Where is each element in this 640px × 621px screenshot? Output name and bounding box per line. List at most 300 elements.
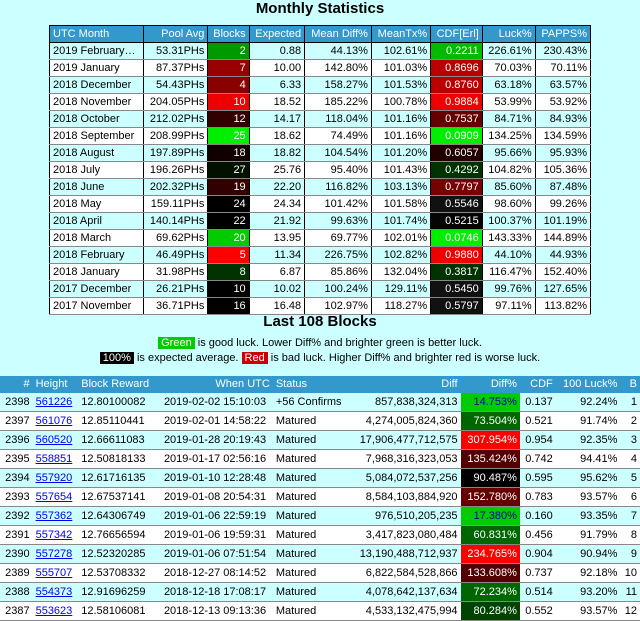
luck-cell: 53.99% [482, 94, 535, 111]
blocks-cell: 4 [208, 77, 249, 94]
block-height-link[interactable]: 561076 [35, 415, 73, 427]
luck-cell: 44.10% [482, 247, 535, 264]
monthly-col-header: Pool Avg [143, 26, 207, 43]
diff-cell: 5,084,072,537,256 [350, 469, 461, 488]
month-cell: 2018 February [50, 247, 144, 264]
block-height-link[interactable]: 557362 [35, 510, 73, 522]
height-cell [33, 469, 79, 488]
blocks-cell: 16 [208, 298, 249, 315]
diff-pct-cell: 60.831% [461, 526, 520, 545]
mean-tx-cell: 101.74% [371, 213, 430, 230]
block-number-cell: 2391 [0, 526, 33, 545]
luck-100-cell: 90.94% [556, 545, 621, 564]
block-height-link[interactable]: 557342 [35, 529, 73, 541]
cdf-cell: 0.160 [520, 507, 556, 526]
b-cell: 3 [620, 431, 640, 450]
monthly-row [50, 196, 591, 213]
month-cell: 2018 December [50, 77, 144, 94]
blocks-cell: 22 [208, 213, 249, 230]
cdf-cell: 0.514 [520, 583, 556, 602]
diff-pct-cell: 90.487% [461, 469, 520, 488]
cdf-cell: 0.456 [520, 526, 556, 545]
mean-tx-cell: 118.27% [371, 298, 430, 315]
block-row [0, 431, 640, 450]
pool-avg-cell: 31.98PHs [143, 264, 207, 281]
mean-tx-cell: 102.61% [371, 43, 430, 60]
block-reward-cell: 12.58106081 [78, 602, 157, 621]
when-utc-cell: 2019-02-02 15:10:03 [157, 393, 273, 412]
status-cell: Matured [273, 412, 350, 431]
monthly-stats-table [49, 25, 591, 315]
pool-avg-cell: 196.26PHs [143, 162, 207, 179]
monthly-row [50, 179, 591, 196]
luck-cell: 100.37% [482, 213, 535, 230]
block-number-cell: 2389 [0, 564, 33, 583]
pool-avg-cell: 69.62PHs [143, 230, 207, 247]
expected-cell: 18.52 [249, 94, 304, 111]
height-cell [33, 507, 79, 526]
papps-cell: 99.26% [535, 196, 590, 213]
height-cell [33, 564, 79, 583]
cdf-cell: 0.3817 [431, 264, 483, 281]
blocks-cell: 8 [208, 264, 249, 281]
legend-text-3: is bad luck. Higher Diff% and brighter red is worse luck. [267, 352, 541, 364]
block-number-cell: 2397 [0, 412, 33, 431]
b-cell: 9 [620, 545, 640, 564]
block-row [0, 507, 640, 526]
monthly-row [50, 77, 591, 94]
last-blocks-title: Last 108 Blocks [263, 313, 377, 330]
papps-cell: 152.40% [535, 264, 590, 281]
cdf-cell: 0.8760 [431, 77, 483, 94]
month-cell: 2018 September [50, 128, 144, 145]
monthly-col-header: CDF[Erl] [431, 26, 483, 43]
expected-cell: 16.48 [249, 298, 304, 315]
cdf-cell: 0.2211 [431, 43, 483, 60]
pool-avg-cell: 202.32PHs [143, 179, 207, 196]
cdf-cell: 0.5215 [431, 213, 483, 230]
month-cell: 2018 November [50, 94, 144, 111]
monthly-row [50, 111, 591, 128]
diff-cell: 4,078,642,137,634 [350, 583, 461, 602]
diff-pct-cell: 135.424% [461, 450, 520, 469]
monthly-row [50, 213, 591, 230]
papps-cell: 63.57% [535, 77, 590, 94]
cdf-cell: 0.742 [520, 450, 556, 469]
luck-100-cell: 93.57% [556, 488, 621, 507]
diff-pct-cell: 80.284% [461, 602, 520, 621]
height-cell [33, 412, 79, 431]
mean-diff-cell: 185.22% [305, 94, 372, 111]
block-number-cell: 2395 [0, 450, 33, 469]
diff-cell: 13,190,488,712,937 [350, 545, 461, 564]
papps-cell: 84.93% [535, 111, 590, 128]
block-reward-cell: 12.64306749 [78, 507, 157, 526]
papps-cell: 113.82% [535, 298, 590, 315]
mean-diff-cell: 44.13% [305, 43, 372, 60]
status-cell: Matured [273, 450, 350, 469]
height-cell [33, 393, 79, 412]
luck-100-cell: 93.35% [556, 507, 621, 526]
blocks-col-header: # [0, 376, 33, 393]
luck-cell: 116.47% [482, 264, 535, 281]
block-reward-cell: 12.91696259 [78, 583, 157, 602]
diff-cell: 976,510,205,235 [350, 507, 461, 526]
when-utc-cell: 2018-12-13 09:13:36 [157, 602, 273, 621]
mean-diff-cell: 74.49% [305, 128, 372, 145]
block-height-link[interactable]: 557278 [35, 548, 73, 560]
blocks-cell: 25 [208, 128, 249, 145]
b-cell: 10 [620, 564, 640, 583]
cdf-cell: 0.783 [520, 488, 556, 507]
mean-tx-cell: 100.78% [371, 94, 430, 111]
pool-avg-cell: 53.31PHs [143, 43, 207, 60]
block-reward-cell: 12.67537141 [78, 488, 157, 507]
month-cell: 2017 December [50, 281, 144, 298]
when-utc-cell: 2018-12-27 08:14:52 [157, 564, 273, 583]
month-cell: 2018 March [50, 230, 144, 247]
legend-text-2: is expected average. [133, 352, 242, 364]
mean-diff-cell: 101.42% [305, 196, 372, 213]
block-row [0, 412, 640, 431]
monthly-row [50, 281, 591, 298]
diff-pct-cell: 234.765% [461, 545, 520, 564]
diff-cell: 4,274,005,824,360 [350, 412, 461, 431]
mean-diff-cell: 100.24% [305, 281, 372, 298]
pool-avg-cell: 204.05PHs [143, 94, 207, 111]
luck-100-cell: 92.18% [556, 564, 621, 583]
mean-diff-cell: 118.04% [305, 111, 372, 128]
blocks-cell: 27 [208, 162, 249, 179]
cdf-cell: 0.9880 [431, 247, 483, 264]
blocks-cell: 7 [208, 60, 249, 77]
blocks-col-header: Diff [350, 376, 461, 393]
block-height-link[interactable]: 555707 [35, 567, 73, 579]
pool-avg-cell: 87.37PHs [143, 60, 207, 77]
papps-cell: 105.36% [535, 162, 590, 179]
expected-cell: 18.82 [249, 145, 304, 162]
cdf-cell: 0.552 [520, 602, 556, 621]
monthly-stats-title: Monthly Statistics [255, 0, 385, 17]
block-reward-cell: 12.61716135 [78, 469, 157, 488]
month-cell: 2018 July [50, 162, 144, 179]
mean-tx-cell: 102.01% [371, 230, 430, 247]
status-cell: Matured [273, 602, 350, 621]
luck-cell: 104.82% [482, 162, 535, 179]
mean-diff-cell: 104.54% [305, 145, 372, 162]
cdf-cell: 0.4292 [431, 162, 483, 179]
diff-pct-cell: 14.753% [461, 393, 520, 412]
cdf-cell: 0.7537 [431, 111, 483, 128]
diff-cell: 3,417,823,080,484 [350, 526, 461, 545]
legend-black-tag: 100% [100, 352, 134, 364]
block-row [0, 393, 640, 412]
expected-cell: 6.87 [249, 264, 304, 281]
block-number-cell: 2396 [0, 431, 33, 450]
month-cell: 2018 January [50, 264, 144, 281]
height-cell [33, 488, 79, 507]
blocks-col-header: When UTC [157, 376, 273, 393]
blocks-cell: 20 [208, 230, 249, 247]
b-cell: 6 [620, 488, 640, 507]
block-height-link[interactable]: 560520 [35, 434, 73, 446]
mean-diff-cell: 85.86% [305, 264, 372, 281]
luck-100-cell: 94.41% [556, 450, 621, 469]
mean-diff-cell: 142.80% [305, 60, 372, 77]
block-reward-cell: 12.52320285 [78, 545, 157, 564]
expected-cell: 10.00 [249, 60, 304, 77]
when-utc-cell: 2019-01-28 20:19:43 [157, 431, 273, 450]
luck-cell: 95.66% [482, 145, 535, 162]
month-cell: 2017 November [50, 298, 144, 315]
expected-cell: 10.02 [249, 281, 304, 298]
diff-cell: 17,906,477,712,575 [350, 431, 461, 450]
pool-avg-cell: 26.21PHs [143, 281, 207, 298]
mean-diff-cell: 95.40% [305, 162, 372, 179]
cdf-cell: 0.0746 [431, 230, 483, 247]
luck-cell: 134.25% [482, 128, 535, 145]
status-cell: Matured [273, 545, 350, 564]
expected-cell: 21.92 [249, 213, 304, 230]
block-row [0, 526, 640, 545]
status-cell: Matured [273, 507, 350, 526]
monthly-row [50, 230, 591, 247]
mean-diff-cell: 158.27% [305, 77, 372, 94]
b-cell: 1 [620, 393, 640, 412]
status-cell: Matured [273, 431, 350, 450]
month-cell: 2019 February… [50, 43, 144, 60]
luck-cell: 99.76% [482, 281, 535, 298]
monthly-row [50, 145, 591, 162]
luck-100-cell: 93.20% [556, 583, 621, 602]
expected-cell: 11.34 [249, 247, 304, 264]
expected-cell: 22.20 [249, 179, 304, 196]
mean-diff-cell: 116.82% [305, 179, 372, 196]
block-number-cell: 2390 [0, 545, 33, 564]
luck-100-cell: 93.57% [556, 602, 621, 621]
blocks-cell: 12 [208, 111, 249, 128]
block-reward-cell: 12.76656594 [78, 526, 157, 545]
cdf-cell: 0.137 [520, 393, 556, 412]
luck-100-cell: 91.74% [556, 412, 621, 431]
monthly-col-header: Blocks [208, 26, 249, 43]
block-height-link[interactable]: 558851 [35, 453, 73, 465]
legend-line-2 [0, 351, 640, 366]
mean-tx-cell: 101.43% [371, 162, 430, 179]
pool-avg-cell: 54.43PHs [143, 77, 207, 94]
pool-avg-cell: 159.11PHs [143, 196, 207, 213]
mean-tx-cell: 101.20% [371, 145, 430, 162]
monthly-row [50, 247, 591, 264]
block-number-cell: 2394 [0, 469, 33, 488]
luck-cell: 143.33% [482, 230, 535, 247]
blocks-header-row [0, 376, 640, 393]
pool-avg-cell: 36.71PHs [143, 298, 207, 315]
papps-cell: 134.59% [535, 128, 590, 145]
block-reward-cell: 12.66611083 [78, 431, 157, 450]
b-cell: 5 [620, 469, 640, 488]
when-utc-cell: 2019-01-17 02:56:16 [157, 450, 273, 469]
legend-red-tag: Red [242, 352, 268, 364]
month-cell: 2019 January [50, 60, 144, 77]
b-cell: 7 [620, 507, 640, 526]
block-number-cell: 2393 [0, 488, 33, 507]
block-row [0, 545, 640, 564]
diff-pct-cell: 152.780% [461, 488, 520, 507]
block-reward-cell: 12.85110441 [78, 412, 157, 431]
status-cell: Matured [273, 583, 350, 602]
last-blocks-table [0, 376, 640, 621]
cdf-cell: 0.521 [520, 412, 556, 431]
legend-text-1: is good luck. Lower Diff% and brighter green is better luck. [194, 337, 482, 349]
luck-100-cell: 92.24% [556, 393, 621, 412]
diff-pct-cell: 17.380% [461, 507, 520, 526]
block-reward-cell: 12.50818133 [78, 450, 157, 469]
luck-cell: 98.60% [482, 196, 535, 213]
block-row [0, 469, 640, 488]
cdf-cell: 0.0909 [431, 128, 483, 145]
luck-cell: 63.18% [482, 77, 535, 94]
luck-cell: 85.60% [482, 179, 535, 196]
cdf-cell: 0.5797 [431, 298, 483, 315]
cdf-cell: 0.7797 [431, 179, 483, 196]
height-cell [33, 583, 79, 602]
papps-cell: 53.92% [535, 94, 590, 111]
b-cell: 11 [620, 583, 640, 602]
mean-tx-cell: 129.11% [371, 281, 430, 298]
status-cell: Matured [273, 564, 350, 583]
month-cell: 2018 May [50, 196, 144, 213]
block-row [0, 564, 640, 583]
pool-avg-cell: 140.14PHs [143, 213, 207, 230]
blocks-col-header: CDF [520, 376, 556, 393]
block-row [0, 602, 640, 621]
papps-cell: 70.11% [535, 60, 590, 77]
expected-cell: 24.34 [249, 196, 304, 213]
monthly-col-header: Luck% [482, 26, 535, 43]
papps-cell: 87.48% [535, 179, 590, 196]
block-number-cell: 2387 [0, 602, 33, 621]
height-cell [33, 450, 79, 469]
mean-diff-cell: 69.77% [305, 230, 372, 247]
blocks-col-header: 100 Luck% [556, 376, 621, 393]
block-reward-cell: 12.80100082 [78, 393, 157, 412]
monthly-row [50, 298, 591, 315]
height-cell [33, 602, 79, 621]
block-row [0, 450, 640, 469]
block-height-link[interactable]: 561226 [35, 396, 73, 408]
monthly-row [50, 264, 591, 281]
luck-legend [0, 336, 640, 366]
expected-cell: 0.88 [249, 43, 304, 60]
blocks-cell: 2 [208, 43, 249, 60]
block-height-link[interactable]: 557654 [35, 491, 73, 503]
cdf-cell: 0.904 [520, 545, 556, 564]
blocks-cell: 5 [208, 247, 249, 264]
diff-pct-cell: 133.608% [461, 564, 520, 583]
height-cell [33, 545, 79, 564]
when-utc-cell: 2019-01-10 12:28:48 [157, 469, 273, 488]
blocks-col-header: Block Reward [78, 376, 157, 393]
when-utc-cell: 2019-02-01 14:58:22 [157, 412, 273, 431]
monthly-col-header: Mean Diff% [305, 26, 372, 43]
cdf-cell: 0.9884 [431, 94, 483, 111]
height-cell [33, 526, 79, 545]
monthly-col-header: MeanTx% [371, 26, 430, 43]
expected-cell: 25.76 [249, 162, 304, 179]
luck-cell: 84.71% [482, 111, 535, 128]
luck-100-cell: 92.35% [556, 431, 621, 450]
when-utc-cell: 2019-01-06 22:59:19 [157, 507, 273, 526]
block-number-cell: 2392 [0, 507, 33, 526]
papps-cell: 127.65% [535, 281, 590, 298]
blocks-col-header: B [620, 376, 640, 393]
blocks-cell: 10 [208, 281, 249, 298]
block-height-link[interactable]: 557920 [35, 472, 73, 484]
height-cell [33, 431, 79, 450]
blocks-cell: 24 [208, 196, 249, 213]
mean-diff-cell: 102.97% [305, 298, 372, 315]
block-number-cell: 2388 [0, 583, 33, 602]
mean-tx-cell: 101.16% [371, 111, 430, 128]
cdf-cell: 0.954 [520, 431, 556, 450]
monthly-row [50, 128, 591, 145]
expected-cell: 18.62 [249, 128, 304, 145]
mean-tx-cell: 103.13% [371, 179, 430, 196]
papps-cell: 44.93% [535, 247, 590, 264]
blocks-col-header: Height [33, 376, 79, 393]
mean-tx-cell: 101.53% [371, 77, 430, 94]
monthly-row [50, 94, 591, 111]
legend-line-1 [0, 336, 640, 351]
b-cell: 12 [620, 602, 640, 621]
expected-cell: 6.33 [249, 77, 304, 94]
diff-pct-cell: 72.234% [461, 583, 520, 602]
block-height-link[interactable]: 554373 [35, 586, 73, 598]
cdf-cell: 0.595 [520, 469, 556, 488]
cdf-cell: 0.8696 [431, 60, 483, 77]
mean-tx-cell: 132.04% [371, 264, 430, 281]
diff-cell: 4,533,132,475,994 [350, 602, 461, 621]
blocks-cell: 18 [208, 145, 249, 162]
block-reward-cell: 12.53708332 [78, 564, 157, 583]
b-cell: 4 [620, 450, 640, 469]
diff-cell: 857,838,324,313 [350, 393, 461, 412]
cdf-cell: 0.5546 [431, 196, 483, 213]
monthly-row [50, 60, 591, 77]
monthly-col-header: Expected [249, 26, 304, 43]
when-utc-cell: 2019-01-06 07:51:54 [157, 545, 273, 564]
monthly-col-header: PAPPS% [535, 26, 590, 43]
cdf-cell: 0.5450 [431, 281, 483, 298]
block-number-cell: 2398 [0, 393, 33, 412]
mean-diff-cell: 226.75% [305, 247, 372, 264]
legend-green-tag: Green [158, 337, 195, 349]
pool-avg-cell: 46.49PHs [143, 247, 207, 264]
mean-tx-cell: 101.03% [371, 60, 430, 77]
papps-cell: 101.19% [535, 213, 590, 230]
expected-cell: 14.17 [249, 111, 304, 128]
monthly-row [50, 162, 591, 179]
monthly-col-header: UTC Month [50, 26, 144, 43]
block-height-link[interactable]: 553623 [35, 605, 73, 617]
b-cell: 8 [620, 526, 640, 545]
papps-cell: 144.89% [535, 230, 590, 247]
papps-cell: 95.93% [535, 145, 590, 162]
status-cell: +56 Confirms [273, 393, 350, 412]
papps-cell: 230.43% [535, 43, 590, 60]
status-cell: Matured [273, 469, 350, 488]
